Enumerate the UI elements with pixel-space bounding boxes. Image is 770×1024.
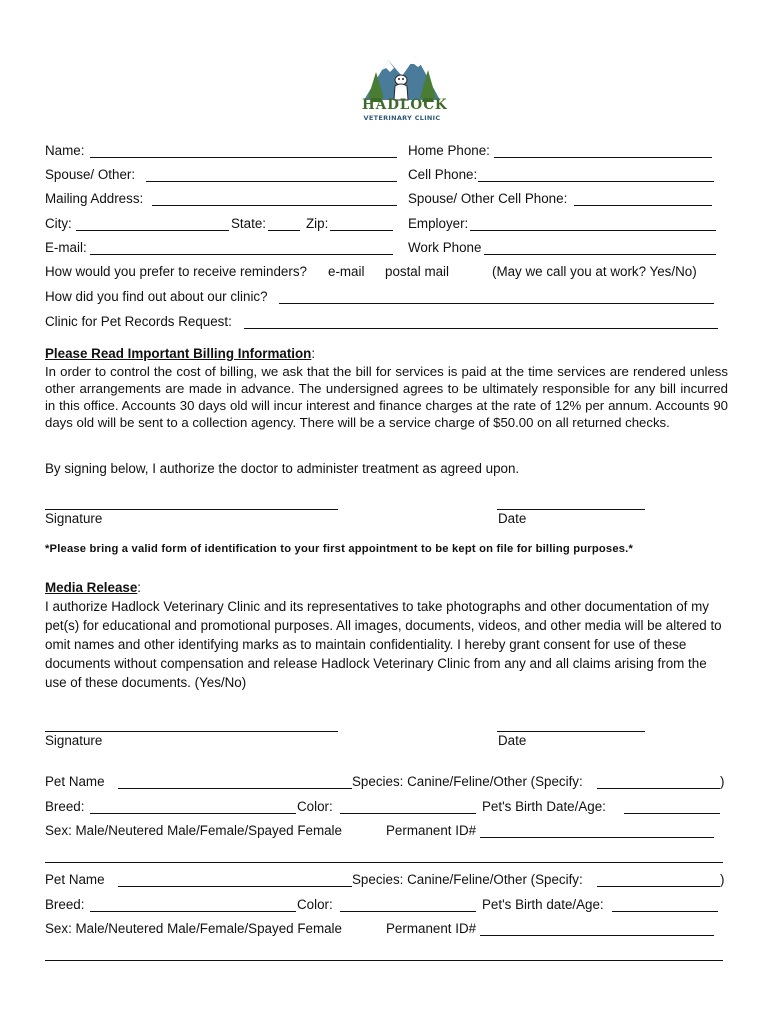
pet2-breed-field[interactable] xyxy=(90,911,296,912)
pet2-species-close: ) xyxy=(720,872,725,887)
media-date-label: Date xyxy=(498,733,527,748)
logo-clinic-name: HADLOCK xyxy=(362,97,448,113)
billing-text: In order to control the cost of billing, we ask that the bill for services is paid at the time services are rendered unless other arrangements are made in advance. The undersigned agrees to be ultimately responsible for any bill incurred in this office. Accounts 30 days old will incur interest and finance charges at the rate of 12% per annum. Accounts 90 days old will be sent to a collection agency. There will be a service charge of $50.00 on all returned checks. xyxy=(45,364,728,430)
reminder-option-email[interactable]: e-mail xyxy=(328,264,365,279)
pet1-sex-options[interactable]: Sex: Male/Neutered Male/Female/Spayed Female xyxy=(45,823,342,838)
spouse-field[interactable] xyxy=(146,181,397,182)
pet2-species-field[interactable] xyxy=(597,886,720,887)
pet2-permanent-id-label: Permanent ID# xyxy=(386,921,477,936)
authorize-statement: By signing below, I authorize the doctor to administer treatment as agreed upon. xyxy=(45,461,520,476)
reminder-option-postal[interactable]: postal mail xyxy=(385,264,450,279)
work-phone-label: Work Phone xyxy=(408,240,482,255)
pet1-divider xyxy=(45,862,723,863)
billing-signature-label: Signature xyxy=(45,511,103,526)
pet2-color-field[interactable] xyxy=(340,911,476,912)
home-phone-field[interactable] xyxy=(494,157,712,158)
media-signature-field[interactable] xyxy=(45,731,338,732)
pet1-color-field[interactable] xyxy=(340,813,476,814)
pet1-color-label: Color: xyxy=(297,799,333,814)
email-field[interactable] xyxy=(90,254,393,255)
email-label: E-mail: xyxy=(45,240,87,255)
pet2-name-label: Pet Name xyxy=(45,872,105,887)
records-request-field[interactable] xyxy=(244,328,718,329)
spouse-cell-field[interactable] xyxy=(574,205,712,206)
pet1-species-close: ) xyxy=(720,774,725,789)
cell-phone-label: Cell Phone: xyxy=(408,167,478,182)
pet2-birth-label: Pet's Birth date/Age: xyxy=(482,897,604,912)
media-heading xyxy=(45,580,141,596)
billing-date-label: Date xyxy=(498,511,527,526)
spouse-cell-label: Spouse/ Other Cell Phone: xyxy=(408,191,568,206)
pet2-birth-field[interactable] xyxy=(612,911,718,912)
found-clinic-field[interactable] xyxy=(279,303,714,304)
logo-clinic-subtitle: VETERINARY CLINIC xyxy=(363,114,441,122)
billing-heading xyxy=(45,346,315,362)
pet1-breed-label: Breed: xyxy=(45,799,85,814)
zip-field[interactable] xyxy=(330,230,393,231)
name-label: Name: xyxy=(45,143,85,158)
media-date-field[interactable] xyxy=(497,731,645,732)
media-signature-label: Signature xyxy=(45,733,103,748)
reminder-question: How would you prefer to receive reminders? xyxy=(45,264,307,279)
media-heading-text: Media Release xyxy=(45,580,138,595)
pet1-species-field[interactable] xyxy=(597,788,720,789)
pet1-breed-field[interactable] xyxy=(90,813,296,814)
pet2-color-label: Color: xyxy=(297,897,333,912)
pet2-name-field[interactable] xyxy=(118,886,352,887)
billing-signature-field[interactable] xyxy=(45,509,338,510)
city-field[interactable] xyxy=(76,230,229,231)
employer-field[interactable] xyxy=(470,230,716,231)
pet2-species-label: Species: Canine/Feline/Other (Specify: xyxy=(352,872,583,887)
name-field[interactable] xyxy=(90,157,397,158)
pet1-birth-label: Pet's Birth Date/Age: xyxy=(482,799,606,814)
id-note: *Please bring a valid form of identification to your first appointment to be kept on file for billing purposes.* xyxy=(45,543,634,555)
spouse-label: Spouse/ Other: xyxy=(45,167,136,182)
media-text: I authorize Hadlock Veterinary Clinic and its representatives to take photographs and other documentation of my pet(s) for educational and promotional purposes. All images, documents, videos, and other media will be altered to omit names and other identifying marks as to maintain confidentiality. I hereby grant consent for use of these documents without compensation and release Hadlock Veterinary Clinic from any and all claims arising from the use of these documents. (Yes/No) xyxy=(45,599,722,690)
home-phone-label: Home Phone: xyxy=(408,143,490,158)
pet2-sex-options[interactable]: Sex: Male/Neutered Male/Female/Spayed Female xyxy=(45,921,342,936)
pet1-birth-field[interactable] xyxy=(624,813,720,814)
mailing-address-label: Mailing Address: xyxy=(45,191,144,206)
employer-label: Employer: xyxy=(408,216,469,231)
state-label: State: xyxy=(231,216,266,231)
records-request-label: Clinic for Pet Records Request: xyxy=(45,314,232,329)
found-clinic-label: How did you find out about our clinic? xyxy=(45,289,268,304)
work-phone-field[interactable] xyxy=(484,254,716,255)
pet1-permanent-id-label: Permanent ID# xyxy=(386,823,477,838)
pet2-divider xyxy=(45,960,723,961)
pet1-species-label: Species: Canine/Feline/Other (Specify: xyxy=(352,774,583,789)
billing-heading-text: Please Read Important Billing Information xyxy=(45,346,312,361)
billing-heading-colon: : xyxy=(311,346,316,361)
media-heading-colon: : xyxy=(137,580,142,595)
pet1-name-field[interactable] xyxy=(118,788,352,789)
pet1-name-label: Pet Name xyxy=(45,774,105,789)
cell-phone-field[interactable] xyxy=(478,181,714,182)
pet2-permanent-id-field[interactable] xyxy=(480,935,714,936)
pet1-permanent-id-field[interactable] xyxy=(480,837,714,838)
pet2-breed-label: Breed: xyxy=(45,897,85,912)
state-field[interactable] xyxy=(268,230,300,231)
city-label: City: xyxy=(45,216,72,231)
zip-label: Zip: xyxy=(306,216,329,231)
call-at-work-question: (May we call you at work? Yes/No) xyxy=(492,264,697,279)
billing-date-field[interactable] xyxy=(497,509,645,510)
mailing-address-field[interactable] xyxy=(152,205,397,206)
